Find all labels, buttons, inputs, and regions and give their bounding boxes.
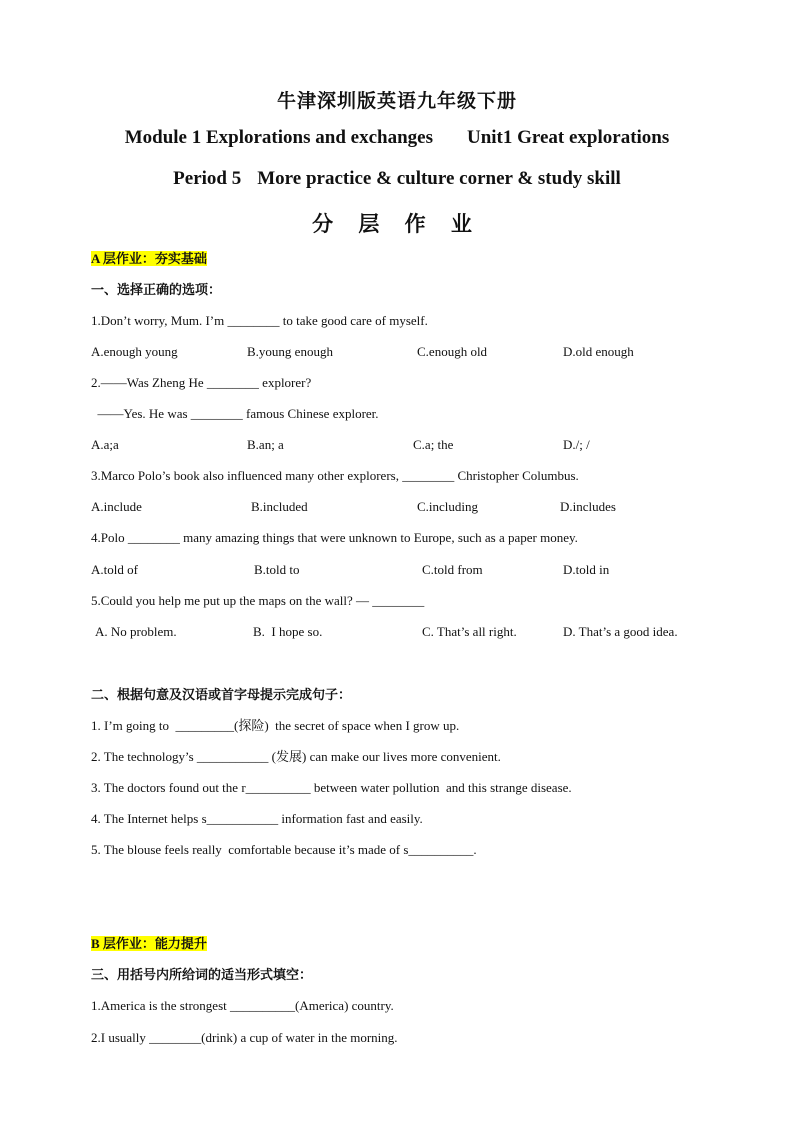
q1-option-c: C.enough old (417, 344, 488, 359)
document-title-cn: 牛津深圳版英语九年级下册 (276, 91, 517, 112)
question-2-line-1: 2.——Was Zheng He ________ explorer? (91, 375, 312, 390)
part-a-tag-text: A 层作业：夯实基础 (91, 251, 207, 266)
question-3: 3.Marco Polo’s book also influenced many other explorers, ________ Christopher Columbus. (91, 468, 579, 483)
q4-option-c: C.told from (422, 562, 483, 577)
section-1-title: 一、选择正确的选项： (91, 282, 222, 297)
part-a-tag (91, 251, 207, 267)
q3-option-c: C.including (417, 499, 479, 514)
q2-option-b: B.an; a (247, 437, 284, 452)
q2-option-d: D./; / (563, 437, 590, 452)
part-b-tag (91, 936, 207, 952)
q3-option-b: B.included (251, 499, 308, 514)
sentence-1: 1. I’m going to _________(探险) the secret of space when I grow up. (91, 718, 460, 733)
sentence-2: 2. The technology’s ___________ (发展) can make our lives more convenient. (91, 749, 501, 764)
part-b-tag-text: B 层作业：能力提升 (91, 936, 207, 951)
question-2-line-2: ——Yes. He was ________ famous Chinese explorer. (91, 406, 379, 421)
q5-option-c: C. That’s all right. (422, 624, 517, 639)
unit-title: Unit1 Great explorations (466, 127, 670, 148)
question-1: 1.Don’t worry, Mum. I’m ________ to take good care of myself. (91, 313, 428, 328)
fill-1: 1.America is the strongest __________(America) country. (91, 998, 394, 1013)
q2-option-a: A.a;a (91, 437, 119, 452)
period-topic: More practice & culture corner & study skill (257, 168, 621, 189)
module-title: Module 1 Explorations and exchanges (124, 127, 433, 148)
fill-2: 2.I usually ________(drink) a cup of water in the morning. (91, 1030, 398, 1045)
q3-option-a: A.include (91, 499, 142, 514)
sentence-4: 4. The Internet helps s___________ information fast and easily. (91, 811, 423, 826)
q4-option-d: D.told in (563, 562, 610, 577)
q5-option-d: D. That’s a good idea. (563, 624, 678, 639)
q5-option-b: B. I hope so. (253, 624, 323, 639)
q3-option-d: D.includes (560, 499, 616, 514)
question-4: 4.Polo ________ many amazing things that were unknown to Europe, such as a paper money. (91, 530, 578, 545)
question-5: 5.Could you help me put up the maps on the wall? — ________ (91, 593, 425, 608)
q1-option-a: A.enough young (91, 344, 178, 359)
period-label: Period 5 (173, 168, 242, 189)
sentence-3: 3. The doctors found out the r__________ between water pollution and this strange disease. (91, 780, 572, 795)
q1-option-d: D.old enough (563, 344, 634, 359)
q2-option-c: C.a; the (413, 437, 454, 452)
q1-option-b: B.young enough (247, 344, 333, 359)
period-heading (0, 168, 794, 190)
sentence-5: 5. The blouse feels really comfortable because it’s made of s__________. (91, 842, 477, 857)
q5-option-a: A. No problem. (95, 624, 177, 639)
q4-option-a: A.told of (91, 562, 138, 577)
module-unit-heading (0, 127, 794, 149)
q4-option-b: B.told to (254, 562, 300, 577)
document-subtitle: 分 层 作 业 (312, 212, 482, 236)
section-3-title: 三、用括号内所给词的适当形式填空： (91, 967, 313, 982)
section-2-title: 二、根据句意及汉语或首字母提示完成句子： (91, 687, 352, 702)
